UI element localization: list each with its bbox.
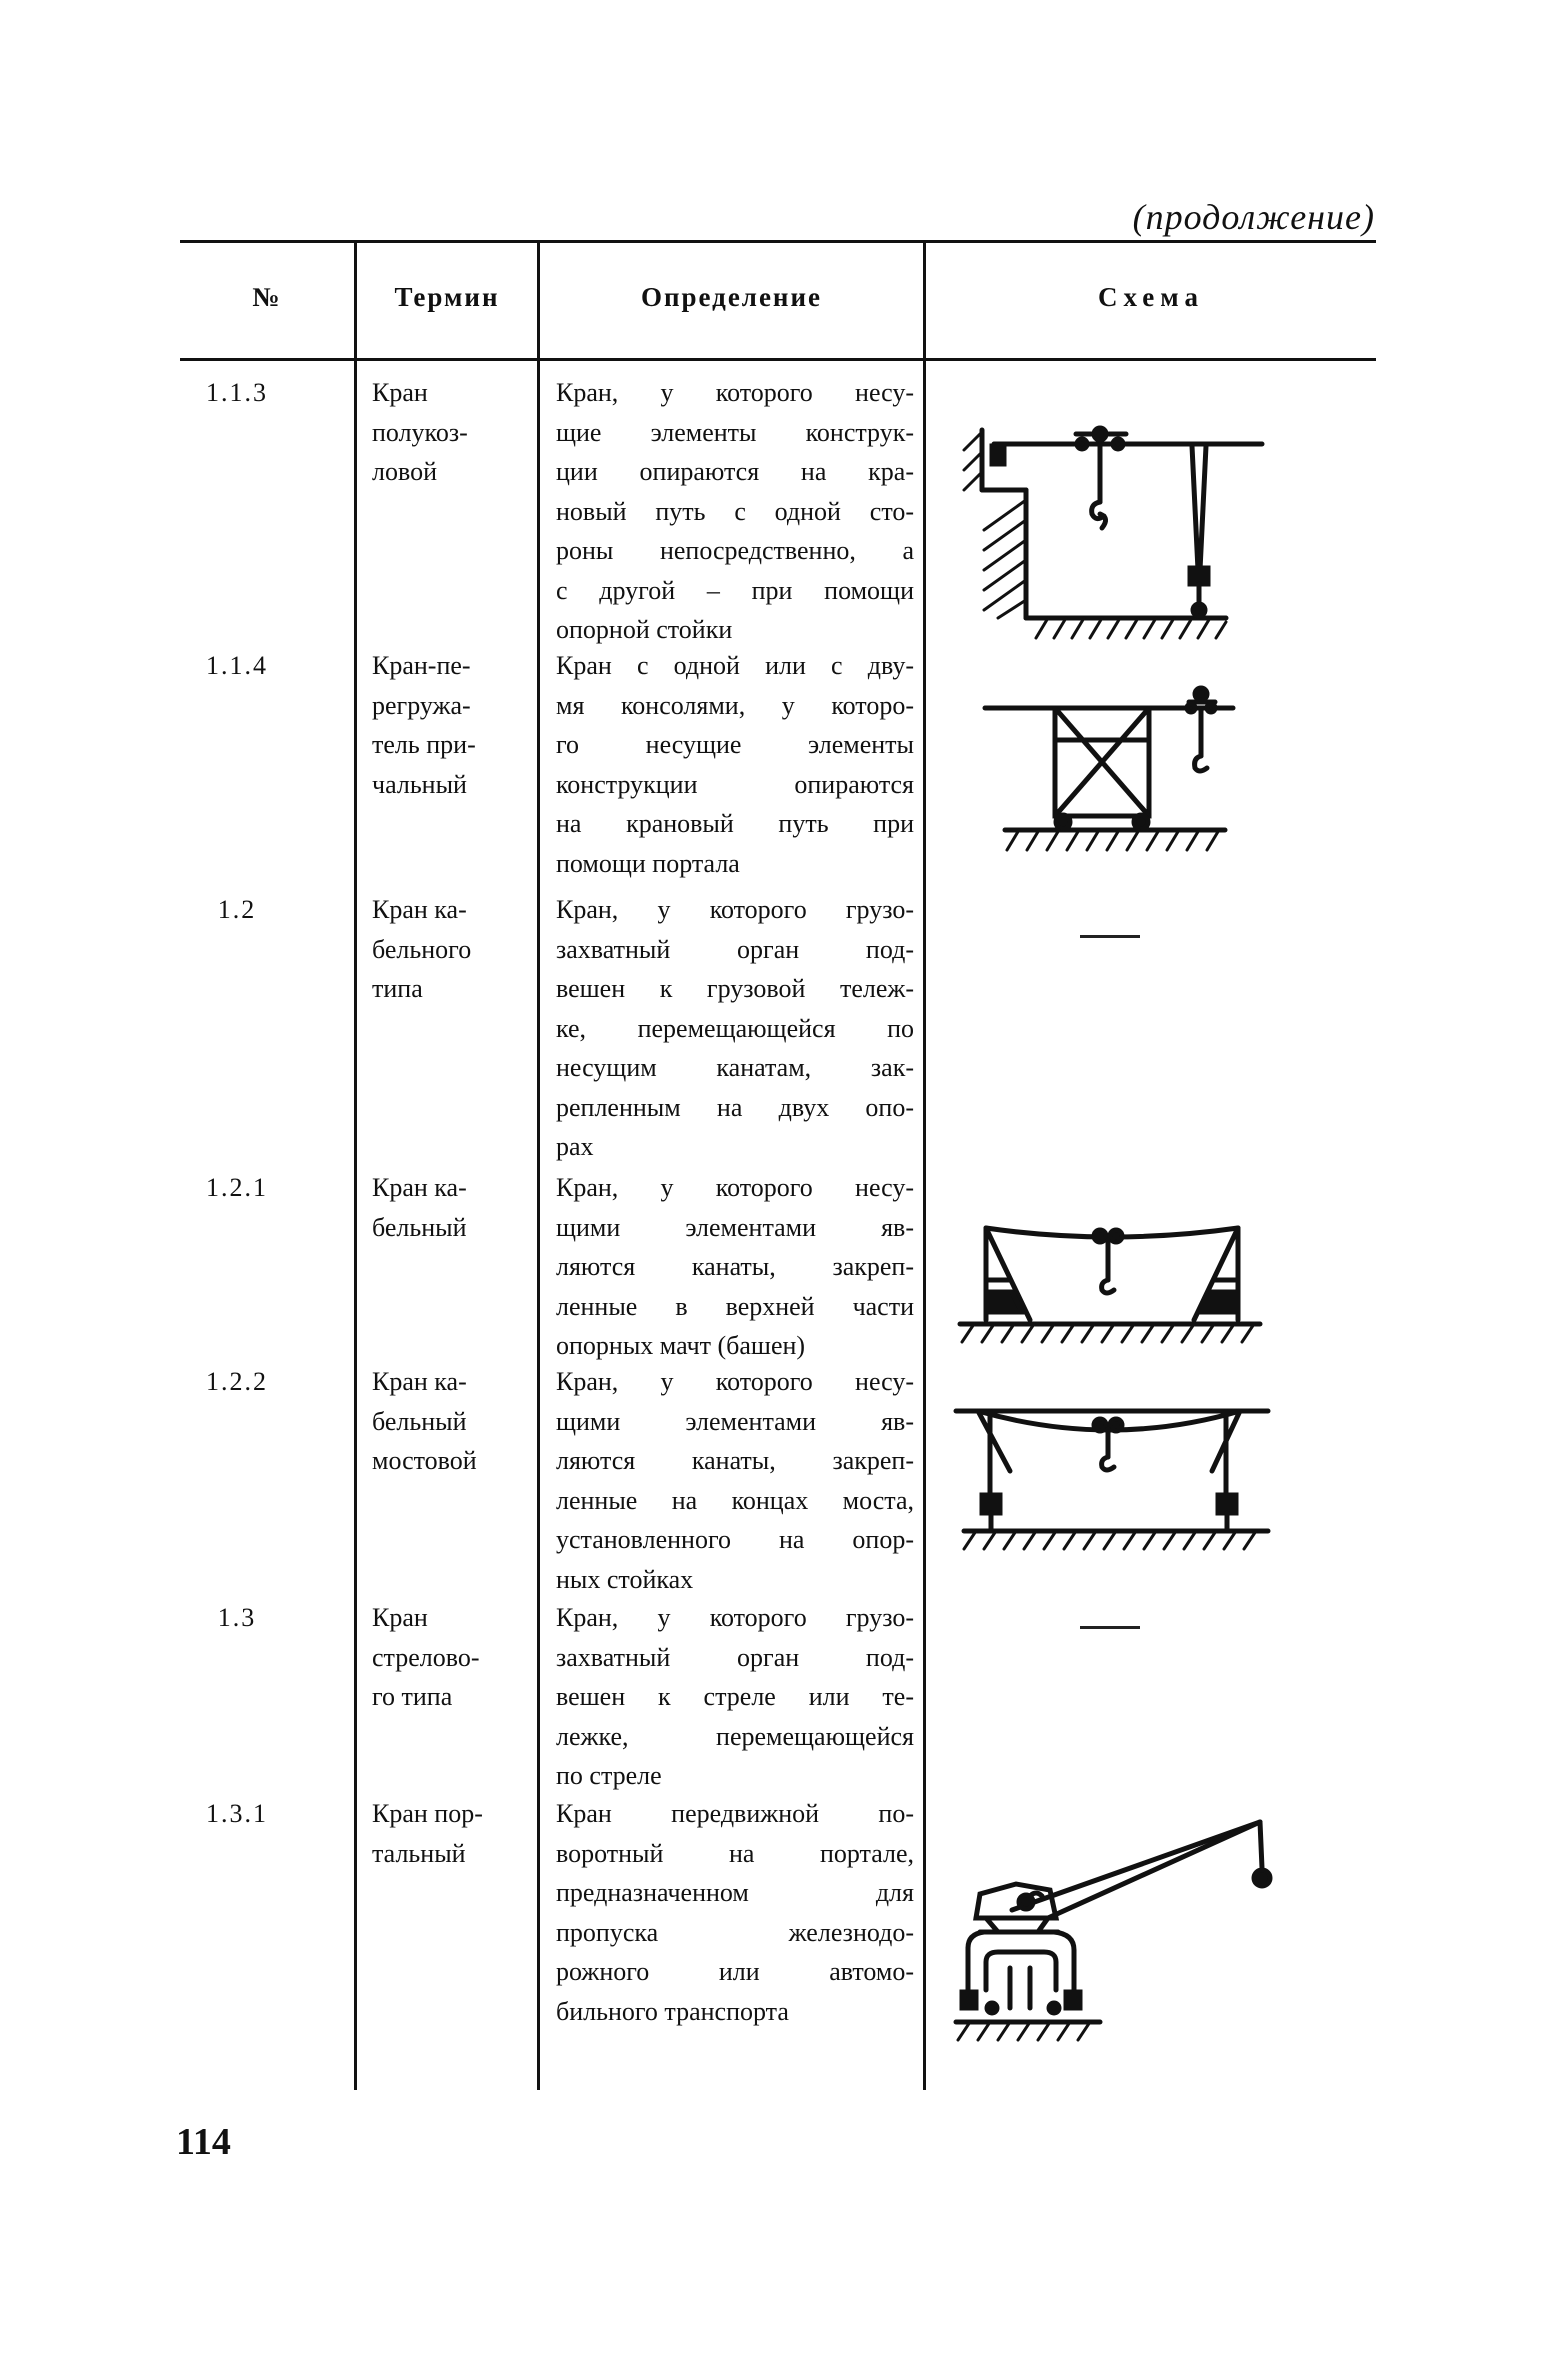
definition-line: лежке, перемещающейся	[556, 1721, 914, 1751]
definition-line: захватный орган под-	[556, 934, 914, 964]
row-number: 1.3.1	[206, 1799, 268, 1828]
row-term	[372, 890, 522, 1009]
definition-line: вешен к стреле или те-	[556, 1682, 914, 1711]
term-line: Кран-пе-	[372, 651, 471, 680]
semi-gantry-crane-icon	[950, 410, 1280, 640]
definition-line: репленным на двух опо-	[556, 1092, 914, 1122]
definition-line: воротный на портале,	[556, 1838, 914, 1868]
definition-line: конструкции опираются	[556, 769, 914, 799]
term-line: стрелово-	[372, 1642, 480, 1672]
row-definition	[556, 1794, 914, 2031]
row-definition	[556, 1362, 914, 1599]
definition-line: помощи портала	[556, 848, 740, 878]
row-number: 1.1.4	[206, 651, 268, 680]
definition-line: Кран, у которого несу-	[556, 1173, 914, 1202]
term-line: Кран пор-	[372, 1799, 483, 1828]
definition-line: опорных мачт (башен)	[556, 1331, 806, 1360]
definition-line: щими элементами яв-	[556, 1406, 914, 1436]
row-number: 1.3	[217, 1603, 257, 1632]
row-term	[372, 1362, 522, 1481]
cable-bridge-crane-icon	[950, 1395, 1280, 1555]
definition-line: по стреле	[556, 1761, 662, 1790]
definition-line: рах	[556, 1132, 594, 1161]
definition-line: щие элементы конструк-	[556, 417, 914, 447]
definition-line: Кран передвижной по-	[556, 1799, 914, 1828]
row-definition	[556, 890, 914, 1167]
row-term	[372, 373, 522, 492]
row-number: 1.2.2	[206, 1367, 268, 1396]
table-top-rule	[180, 240, 1376, 243]
definition-line: ции опираются на кра-	[556, 457, 914, 486]
column-header-scheme: Схема	[1097, 282, 1205, 312]
term-line: полукоз-	[372, 417, 468, 447]
row-term	[372, 1598, 522, 1717]
table-header-rule	[180, 358, 1376, 361]
row-number: 1.1.3	[206, 378, 268, 407]
term-line: Кран	[372, 1603, 428, 1632]
column-divider-1	[354, 240, 357, 2090]
portal-crane-icon	[950, 1808, 1280, 2058]
definition-line: установленного на опор-	[556, 1525, 914, 1554]
row-term	[372, 646, 522, 804]
definition-line: Кран, у которого грузо-	[556, 895, 914, 924]
definition-line: ляются канаты, закреп-	[556, 1446, 914, 1475]
row-definition	[556, 1598, 914, 1796]
term-line: мостовой	[372, 1446, 477, 1475]
term-line: го типа	[372, 1682, 453, 1711]
definition-line: ке, перемещающейся по	[556, 1013, 914, 1043]
definition-line: мя консолями, у которо-	[556, 690, 914, 720]
term-line: Кран	[372, 378, 428, 407]
row-definition	[556, 646, 914, 883]
column-header-num: №	[252, 282, 282, 312]
definition-line: новый путь с одной сто-	[556, 496, 914, 526]
definition-line: ных стойках	[556, 1564, 694, 1594]
term-line: регружа-	[372, 690, 471, 720]
no-scheme-dash	[1080, 935, 1140, 938]
term-line: чальный	[372, 769, 467, 799]
definition-line: Кран, у которого несу-	[556, 1367, 914, 1396]
definition-line: вешен к грузовой тележ-	[556, 974, 914, 1003]
definition-line: ляются канаты, закреп-	[556, 1252, 914, 1281]
quay-transshipment-crane-icon	[975, 680, 1245, 855]
row-term	[372, 1794, 522, 1873]
cable-crane-icon	[950, 1200, 1270, 1350]
definition-line: Кран, у которого грузо-	[556, 1603, 914, 1632]
term-line: Кран ка-	[372, 1173, 467, 1202]
term-line: тальный	[372, 1838, 466, 1868]
row-definition	[556, 373, 914, 650]
definition-line: захватный орган под-	[556, 1642, 914, 1672]
definition-line: го несущие элементы	[556, 730, 914, 759]
definition-line: Кран, у которого несу-	[556, 378, 914, 407]
term-line: Кран ка-	[372, 1367, 467, 1396]
definition-line: предназначенном для	[556, 1878, 914, 1907]
definition-line: рожного или автомо-	[556, 1957, 914, 1986]
definition-line: ленные на концах моста,	[556, 1485, 914, 1515]
term-line: бельный	[372, 1212, 467, 1242]
term-line: тель при-	[372, 730, 476, 759]
column-header-term: Термин	[394, 282, 500, 312]
definition-line: Кран с одной или с дву-	[556, 651, 914, 680]
term-line: бельный	[372, 1406, 467, 1436]
row-term	[372, 1168, 522, 1247]
term-line: Кран ка-	[372, 895, 467, 924]
definition-line: ленные в верхней части	[556, 1291, 914, 1321]
row-number: 1.2	[217, 895, 257, 924]
definition-line: опорной стойки	[556, 615, 733, 644]
term-line: типа	[372, 974, 423, 1003]
column-divider-3	[923, 240, 926, 2090]
definition-line: бильного транспорта	[556, 1996, 789, 2026]
definition-line: с другой – при помощи	[556, 575, 914, 605]
no-scheme-dash	[1080, 1626, 1140, 1629]
term-line: бельного	[372, 934, 472, 964]
definition-line: пропуска железнодо-	[556, 1917, 914, 1947]
continued-label: (продолжение)	[1132, 197, 1375, 237]
definition-line: роны непосредственно, а	[556, 536, 914, 565]
term-line: ловой	[372, 457, 437, 486]
definition-line: несущим канатам, зак-	[556, 1053, 914, 1082]
row-number: 1.2.1	[206, 1173, 268, 1202]
definition-line: щими элементами яв-	[556, 1212, 914, 1242]
row-definition	[556, 1168, 914, 1366]
column-divider-2	[537, 240, 540, 2090]
page-number: 114	[176, 2121, 231, 2163]
column-header-definition: Определение	[640, 282, 823, 312]
definition-line: на крановый путь при	[556, 809, 914, 838]
